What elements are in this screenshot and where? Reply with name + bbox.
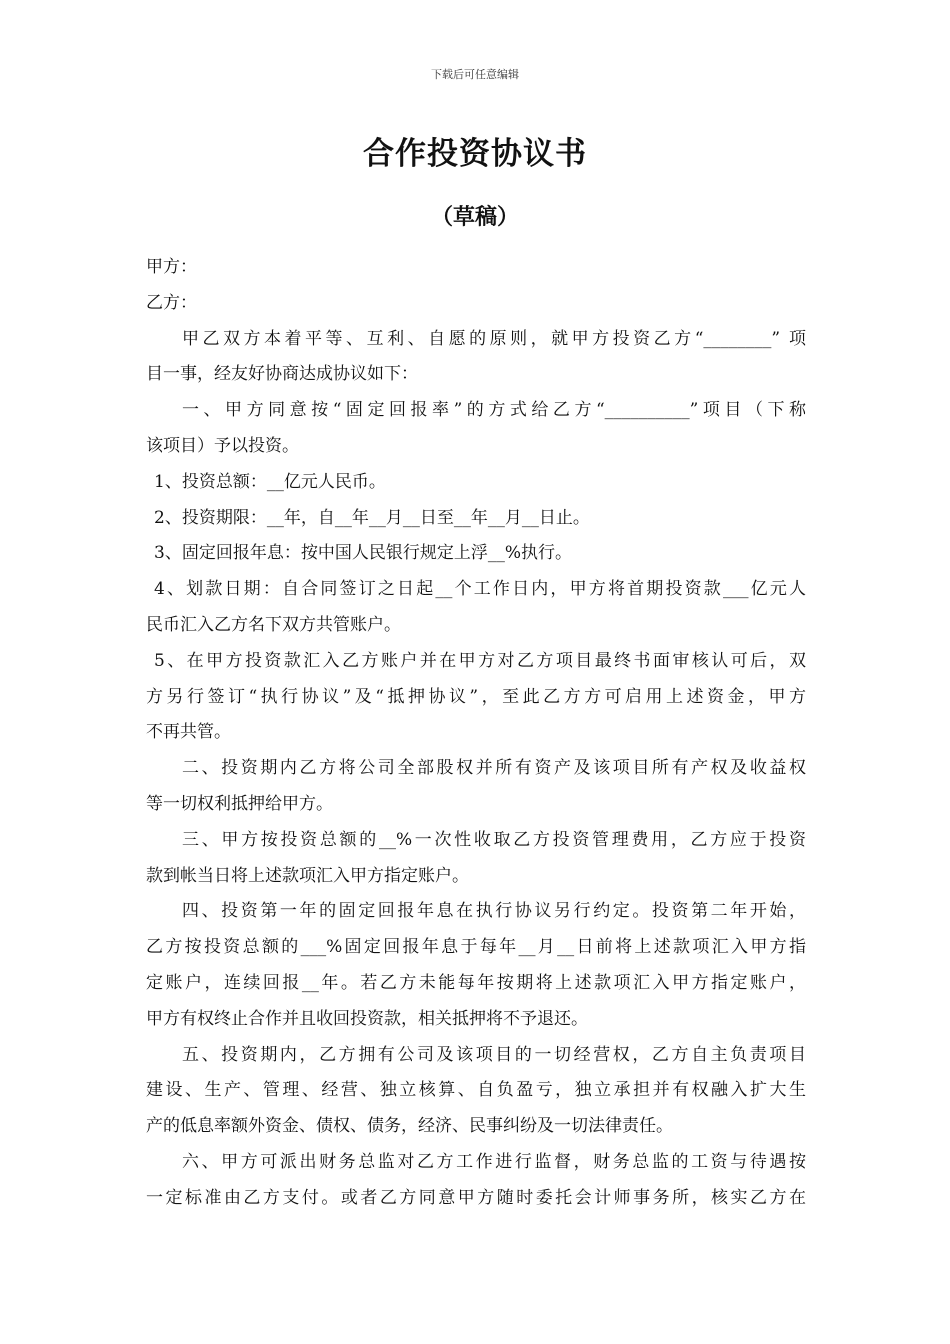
list-item: 4、划款日期：自合同签订之日起__个工作日内，甲方将首期投资款___亿元人 [154, 579, 806, 600]
paragraph-line: 甲乙双方本着平等、互利、自愿的原则，就甲方投资乙方“________” 项 [182, 328, 806, 349]
document-body [146, 250, 806, 1217]
party-a-line: 甲方： [146, 257, 197, 277]
paragraph-line: 等一切权利抵押给甲方。 [146, 793, 333, 814]
list-item: 5、在甲方投资款汇入乙方账户并在甲方对乙方项目最终书面审核认可后，双 [154, 650, 806, 671]
paragraph-line: 款到帐当日将上述款项汇入甲方指定账户。 [146, 865, 469, 886]
header-note: 下载后可任意编辑 [431, 68, 519, 81]
paragraph-line: 方另行签订“执行协议”及“抵押协议”，至此乙方方可启用上述资金，甲方 [146, 686, 806, 707]
document-subtitle: （草稿） [430, 205, 519, 230]
paragraph-line: 三、甲方按投资总额的__%一次性收取乙方投资管理费用，乙方应于投资 [182, 829, 806, 850]
paragraph-line: 一、甲方同意按“固定回报率”的方式给乙方“__________”项目（下称 [182, 400, 806, 421]
paragraph-line: 六、甲方可派出财务总监对乙方工作进行监督，财务总监的工资与待遇按 [182, 1151, 806, 1172]
list-item: 3、固定回报年息：按中国人民银行规定上浮__%执行。 [154, 543, 572, 564]
paragraph-line: 民币汇入乙方名下双方共管账户。 [146, 614, 401, 635]
paragraph-line: 目一事，经友好协商达成协议如下： [146, 364, 418, 385]
paragraph-line: 不再共管。 [146, 722, 231, 743]
paragraph-line: 该项目）予以投资。 [146, 435, 299, 456]
paragraph-line: 二、投资期内乙方将公司全部股权并所有资产及该项目所有产权及收益权 [182, 758, 806, 779]
paragraph-line: 四、投资第一年的固定回报年息在执行协议另行约定。投资第二年开始， [182, 901, 806, 922]
paragraph-line: 乙方按投资总额的___%固定回报年息于每年__月__日前将上述款项汇入甲方指 [146, 937, 806, 958]
paragraph-line: 建设、生产、管理、经营、独立核算、自负盈亏，独立承担并有权融入扩大生 [146, 1080, 806, 1101]
list-item: 1、投资总额：__亿元人民币。 [154, 471, 386, 492]
paragraph-line: 产的低息率额外资金、债权、债务，经济、民事纠纷及一切法律责任。 [146, 1116, 673, 1137]
paragraph-line: 五、投资期内，乙方拥有公司及该项目的一切经营权，乙方自主负责项目 [182, 1044, 806, 1065]
paragraph-line: 定账户，连续回报__年。若乙方未能每年按期将上述款项汇入甲方指定账户， [146, 972, 806, 993]
document-title: 合作投资协议书 [363, 136, 587, 172]
paragraph-line: 甲方有权终止合作并且收回投资款，相关抵押将不予退还。 [146, 1008, 588, 1029]
party-b-line: 乙方： [146, 292, 197, 313]
list-item: 2、投资期限：__年，自__年__月__日至__年__月__日止。 [154, 507, 590, 528]
paragraph-line: 一定标准由乙方支付。或者乙方同意甲方随时委托会计师事务所，核实乙方在 [146, 1187, 806, 1208]
